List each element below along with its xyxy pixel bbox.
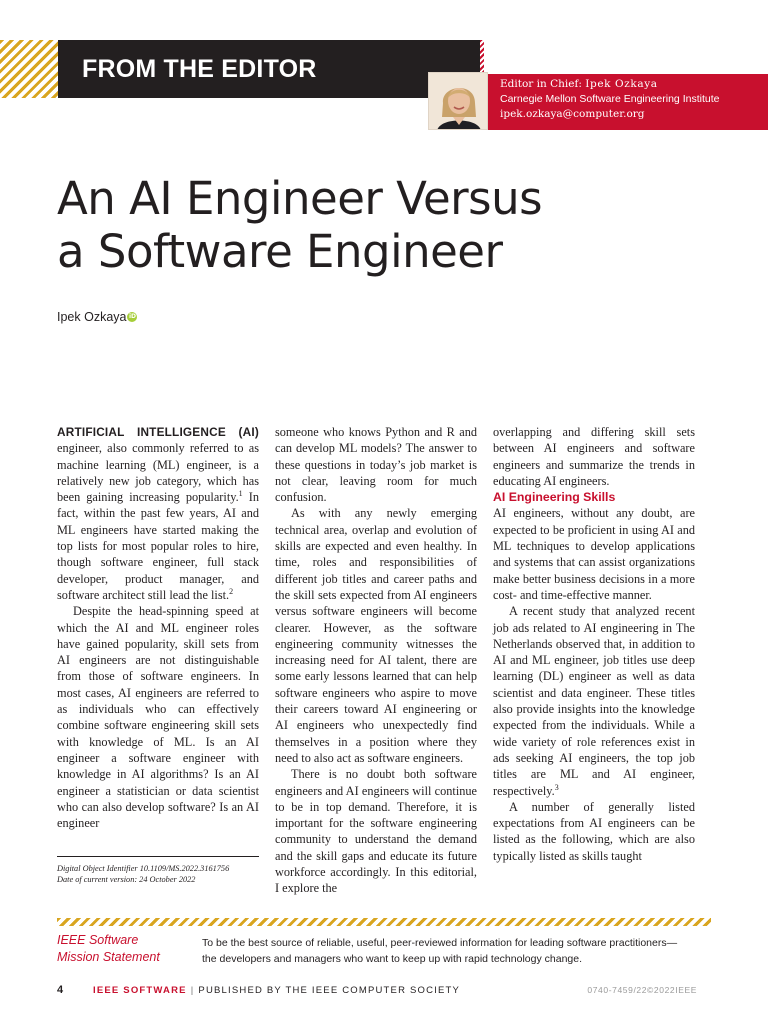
section-label-text: FROM THE EDITOR [82,54,317,83]
reference-marker[interactable]: 3 [554,782,559,792]
magazine-name: IEEE SOFTWARE [93,985,187,996]
paragraph: someone who knows Python and R and can develop ML models? The answer to these questions in today’s job market is not clear, leaving room for much confusion. [275,425,477,505]
editor-line [500,77,768,92]
paragraph: ARTIFICIAL INTELLIGENCE (AI) engineer, also commonly referred to as machine learning (ML) engineer, is a relatively new job category, which has been gaining increasing popularity.$^1$ In fact, within the past few years, AI and ML engineers have started making the top lists for most popular roles to hire, though software engineer, full stack developer, product manager, and software architect still lead the list.$^2$ [57,425,259,602]
reference-marker[interactable]: 1 [238,489,243,499]
lead-in: ARTIFICIAL INTELLIGENCE (AI) [57,425,259,439]
publication-line [93,985,460,996]
doi-text: Digital Object Identifier 10.1109/MS.2022.3161756 [57,864,230,873]
page-number: 4 [57,984,64,996]
author-name: Ipek Ozkaya [57,310,127,324]
paragraph: AI engineers, without any doubt, are expected to be proficient in using AI and ML techniques to develop applications and systems that can assist organizations make better business decisions in a more cost- and time-effective manner. [493,506,695,602]
decorative-hatch-left [0,40,58,98]
title-line-2: a Software Engineer [57,225,503,278]
editor-email[interactable]: ipek.ozkaya@computer.org [500,108,645,120]
paragraph: There is no doubt both software engineers and AI engineers will continue to be in top demand. Therefore, it is important for the software engineering community to understand the demand and the skill gaps and educate its future workforce accordingly. In this editorial, I explore the [275,767,477,896]
orcid-icon[interactable]: iD [128,313,136,320]
paragraph: A recent study that analyzed recent job ads related to AI engineering in The Netherlands observed that, in addition to AI and ML engineer, job titles use deep learning (DL) engineer as well as data scientist and data engineer. These titles also provide insights into the knowledge expected from the individuals. While a wide variety of role references exist in ads seeking AI engineers, the top job titles are ML and AI engineer, respectively.$^3$ [493,604,695,798]
editor-portrait-icon [429,73,488,130]
doi-note [57,856,259,885]
date-text: Date of current version: 24 October 2022 [57,875,196,884]
mission-text: To be the best source of reliable, useful, peer-reviewed information for leading software practitioners— the developers and managers who want to keep up with rapid technology change. [202,937,678,965]
paragraph: As with any newly emerging technical area, overlap and evolution of skills are expected and even healthy. In time, roles and responsibilities of different job titles and career paths and the skill sets expected from AI engineers versus software engineers will become clearer. However, as the software engineering community witnesses the increasing need for AI talent, there are some early lessons learned that can help software engineers who aspire to move their careers toward AI engineering or AI engineers who unexpectedly find themselves in a position where they need to also act as software engineers. [275,506,477,765]
publisher: PUBLISHED BY THE IEEE COMPUTER SOCIETY [198,985,461,996]
section-label [58,40,480,98]
byline [57,310,137,324]
mission-divider [57,918,711,926]
copyright: 0740-7459/22©2022IEEE [587,985,697,995]
body-column-2 [275,424,477,897]
paragraph: overlapping and differing skill sets between AI engineers and software engineers and summarize the trends in educating AI engineers. [493,425,695,488]
paragraph: A number of generally listed expectations from AI engineers can be listed as the following, which are also typically listed as skills taught [493,799,695,863]
body-column-1 [57,424,259,831]
editor-name: Ipek Ozkaya [585,78,658,90]
mission-title: IEEE Software Mission Statement [57,933,160,964]
editor-photo [428,72,488,130]
paragraph: Despite the head-spinning speed at which the AI and ML engineer roles have gained popularity, skill sets from AI engineers are not distinguishable from those of software engineers. In most cases, AI engineers are referred to as individuals who can effectively combine software engineering skill sets with knowledge of ML. Is an AI engineer a software engineer with knowledge in AI algorithms? Is an AI engineer a statistician or data scientist who can also develop software? Is an AI engineer [57,604,259,831]
editor-affiliation: Carnegie Mellon Software Engineering Institute [500,93,720,105]
decorative-hatch-mid [480,40,484,74]
title-line-1: An AI Engineer Versus [57,172,543,225]
section-heading: AI Engineering Skills [493,490,616,505]
editor-role: Editor in Chief: [500,78,582,90]
reference-marker[interactable]: 2 [229,586,234,596]
page-footer [57,984,711,998]
article-title [57,172,697,278]
editor-info-panel [484,74,768,130]
footer-separator: | [190,985,195,996]
body-column-3 [493,424,695,864]
